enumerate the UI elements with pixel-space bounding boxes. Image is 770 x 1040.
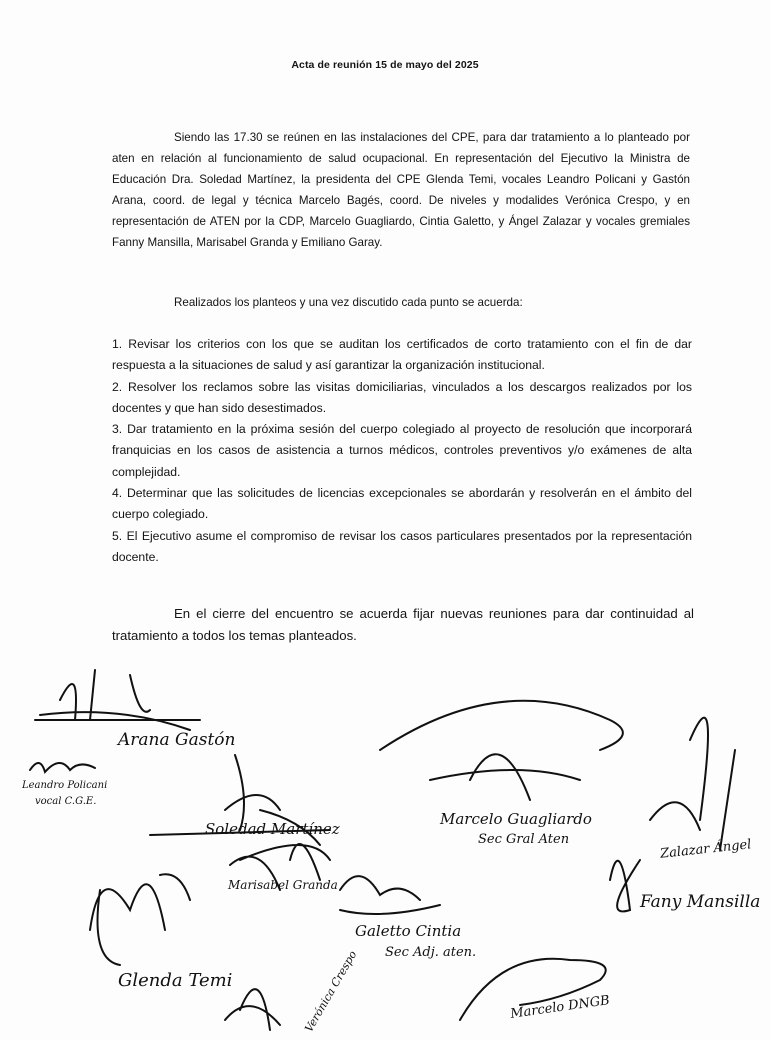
signature-name: Fany Mansilla	[640, 892, 761, 912]
signature-name: Galetto Cintia	[355, 922, 462, 940]
signature-guagliardo	[380, 701, 623, 800]
signature-name: Marisabel Granda	[228, 878, 338, 892]
signature-name: Verónica Crespo	[302, 948, 360, 1035]
signature-role: Sec Adj. aten.	[385, 945, 477, 960]
signature-name: Arana Gastón	[118, 730, 236, 750]
signature-name: Soledad Martínez	[205, 820, 340, 838]
intro-text: Siendo las 17.30 se reúnen en las instalaciones del CPE, para dar tratamiento a lo planteado por aten en relación al funcionamiento de salud ocupacional. En representación del Ejecutivo la Ministra de Educación Dra. Soledad Martínez, la presidenta del CPE Glenda Temi, vocales Leandro Policani y Gastón Arana, coord. de legal y técnica Marcelo Bagés, coord. De niveles y modalides Verónica Crespo, y en representación de ATEN por la CDP, Marcelo Guagliardo, Cintia Galetto, y Ángel Zalazar y vocales gremiales Fanny Mansilla, Marisabel Granda y Emiliano Garay.	[112, 131, 690, 249]
signature-crespo	[225, 989, 280, 1030]
document-title: Acta de reunión 15 de mayo del 2025	[291, 59, 479, 71]
intro-paragraph	[112, 127, 690, 253]
agreement-item: 3. Dar tratamiento en la próxima sesión del cuerpo colegiado al proyecto de resolución que incorporará franquicias en los casos de asistencia a turnos médicos, controles preventivos y/o exámenes de alta complejidad.	[112, 422, 692, 479]
signature-name: Marcelo DNGB	[509, 993, 611, 1022]
signature-strokes	[0, 660, 770, 1040]
signature-role: Sec Gral Aten	[478, 832, 570, 847]
signature-name: Glenda Temi	[118, 970, 233, 991]
signature-name: Zalazar Ángel	[659, 837, 753, 862]
signature-name: Marcelo Guagliardo	[440, 810, 592, 828]
signatures-area	[0, 660, 770, 1040]
agreement-item: 4. Determinar que las solicitudes de licencias excepcionales se abordarán y resolverán en el ámbito del cuerpo colegiado.	[112, 486, 692, 522]
signature-zalazar	[650, 718, 735, 850]
signature-galetto	[340, 876, 440, 914]
signature-arana	[35, 670, 200, 730]
agreement-intro: Realizados los planteos y una vez discutido cada punto se acuerda:	[174, 296, 523, 309]
signature-name: Leandro Policani	[22, 780, 108, 791]
agreement-item: 5. El Ejecutivo asume el compromiso de revisar los casos particulares presentados por la representación docente.	[112, 528, 692, 564]
signature-mansilla	[610, 860, 640, 911]
closing-text: En el cierre del encuentro se acuerda fijar nuevas reuniones para dar continuidad al tratamiento a todos los temas planteados.	[112, 606, 694, 643]
agreement-item: 2. Resolver los reclamos sobre las visitas domiciliarias, vinculados a los descargos realizados por los docentes y que han sido desestimados.	[112, 379, 692, 415]
closing-paragraph	[112, 603, 694, 647]
signature-temi	[90, 874, 190, 965]
agreement-item: 1. Revisar los criterios con los que se auditan los certificados de corto tratamiento con el fin de dar respuesta a la situaciones de salud y así garantizar la organización institucional.	[112, 337, 692, 373]
signature-policani	[30, 763, 95, 772]
agreement-list	[112, 334, 692, 568]
signature-role: vocal C.G.E.	[35, 796, 97, 807]
